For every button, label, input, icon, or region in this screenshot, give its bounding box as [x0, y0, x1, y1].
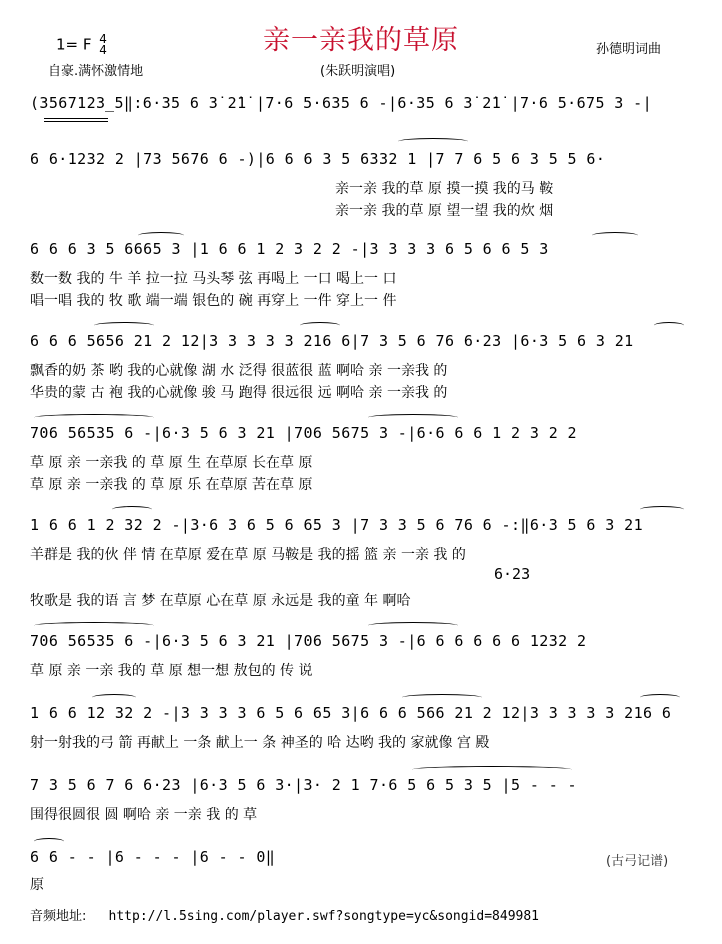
- time-bottom: 4: [99, 43, 107, 57]
- notation-line-8: 1 6 6 12 32 2 -|3 3 3 3 6 5 6 65 3|6 6 6 566 21 2 12|3 3 3 3 3 216 6: [30, 704, 672, 722]
- audio-url[interactable]: http://l.5sing.com/player.swf?songtype=yc&songid=849981: [108, 909, 539, 924]
- notation-line-7: 706 56535 6 -|6·3 5 6 3 21 |706 5675 3 -|6 6 6 6 6 6 1232 2: [30, 632, 587, 650]
- notation-line-6: 1 6 6 1 2 32 2 -|3·6 3 6 5 6 65 3 |7 3 3 5 6 76 6 -:‖6·3 5 6 3 21: [30, 516, 643, 534]
- slur: [640, 694, 680, 701]
- slur: [34, 414, 154, 421]
- alternate-ending: 6·23: [494, 565, 531, 583]
- slur: [368, 622, 458, 629]
- time-signature: [99, 34, 107, 56]
- slur: [138, 232, 184, 239]
- slur: [368, 414, 458, 421]
- slur: [300, 322, 340, 329]
- slur: [34, 622, 154, 629]
- notation-line-4: 6 6 6 5656 21 2 12|3 3 3 3 3 216 6|7 3 5 6 76 6·23 |6·3 5 6 3 21: [30, 332, 634, 350]
- lyric-verse1-line2: 数一数 我的 牛 羊 拉一拉 马头琴 弦 再喝上 一口 喝上一 口: [30, 271, 397, 287]
- key-signature: [56, 34, 107, 56]
- lyric-line7: 射一射我的弓 箭 再献上 一条 献上一 条 神圣的 哈 达哟 我的 家就像 宫 殿: [30, 735, 490, 751]
- audio-link[interactable]: [30, 905, 539, 924]
- slur: [402, 694, 482, 701]
- notation-line-10: 6 6 - - |6 - - - |6 - - 0‖: [30, 848, 276, 866]
- slur: [94, 322, 154, 329]
- lyric-verse1-line4: 草 原 亲 一亲我 的 草 原 生 在草原 长在草 原: [30, 455, 313, 471]
- slur: [640, 506, 684, 513]
- lyric-line6: 草 原 亲 一亲 我的 草 原 想一想 敖包的 传 说: [30, 663, 313, 679]
- slur: [112, 506, 152, 513]
- notation-line-1: (3567123̲5‖:6·35 6 3̇ 2̇1̇ |7·6 5·635 6 -|6·35 6 3̇ 2̇1̇ |7·6 5·675 3 -|: [30, 94, 653, 112]
- lyric-verse1-line5: 羊群是 我的伙 伴 情 在草原 爱在草 原 马鞍是 我的摇 篮 亲 一亲 我 的: [30, 547, 466, 563]
- lyric-line8: 围得很圆很 圆 啊哈 亲 一亲 我 的 草: [30, 807, 258, 823]
- song-title: 亲一亲我的草原: [263, 25, 459, 56]
- slur: [592, 232, 638, 239]
- lyric-verse2-line3: 华贵的蒙 古 袍 我的心就像 骏 马 跑得 很远很 远 啊哈 亲 一亲我 的: [30, 385, 448, 401]
- lyric-verse1-line1: 亲一亲 我的草 原 摸一摸 我的马 鞍: [335, 181, 554, 197]
- beam: [44, 118, 108, 119]
- lyric-verse2-line5: 牧歌是 我的语 言 梦 在草原 心在草 原 永远是 我的童 年 啊哈: [30, 593, 411, 609]
- notation-line-5: 706 56535 6 -|6·3 5 6 3 21 |706 5675 3 -|6·6 6 6 1 2 3 2 2: [30, 424, 577, 442]
- audio-label: 音频地址:: [30, 909, 87, 924]
- lyric-verse2-line2: 唱一唱 我的 牧 歌 端一端 银色的 碗 再穿上 一件 穿上一 件: [30, 293, 397, 309]
- key-label: 1= F: [56, 35, 92, 54]
- slur: [34, 838, 64, 845]
- lyric-verse1-line3: 飘香的奶 茶 哟 我的心就像 湖 水 泛得 很蓝很 蓝 啊哈 亲 一亲我 的: [30, 363, 448, 379]
- time-top: 4: [99, 32, 107, 46]
- notation-line-9: 7 3 5 6 7 6 6·23 |6·3 5 6 3·|3· 2 1 7·6 5 6 5 3 5 |5 - - -: [30, 776, 577, 794]
- notation-line-2: 6 6·1232 2 |73 5676 6 -)|6 6 6 3 5 6332 1 |7 7 6 5 6 3 5 5 6·: [30, 150, 606, 168]
- slur: [92, 694, 136, 701]
- slur: [412, 766, 572, 773]
- lyric-line9: 原: [30, 877, 44, 893]
- notation-line-3: 6 6 6 3 5 6665 3 |1 6 6 1 2 3 2 2 -|3 3 3 3 6 5 6 6 5 3: [30, 240, 549, 258]
- mood-marking: 自豪.满怀激情地: [48, 64, 144, 79]
- slur: [654, 322, 684, 329]
- singer-credit: (朱跃明演唱): [320, 64, 396, 79]
- beam: [44, 121, 108, 122]
- transcriber-note: (古弓记谱): [606, 854, 669, 869]
- lyric-verse2-line1: 亲一亲 我的草 原 望一望 我的炊 烟: [335, 203, 554, 219]
- slur: [398, 138, 468, 145]
- lyric-verse2-line4: 草 原 亲 一亲我 的 草 原 乐 在草原 苦在草 原: [30, 477, 313, 493]
- composer-credit: 孙德明词曲: [596, 42, 662, 57]
